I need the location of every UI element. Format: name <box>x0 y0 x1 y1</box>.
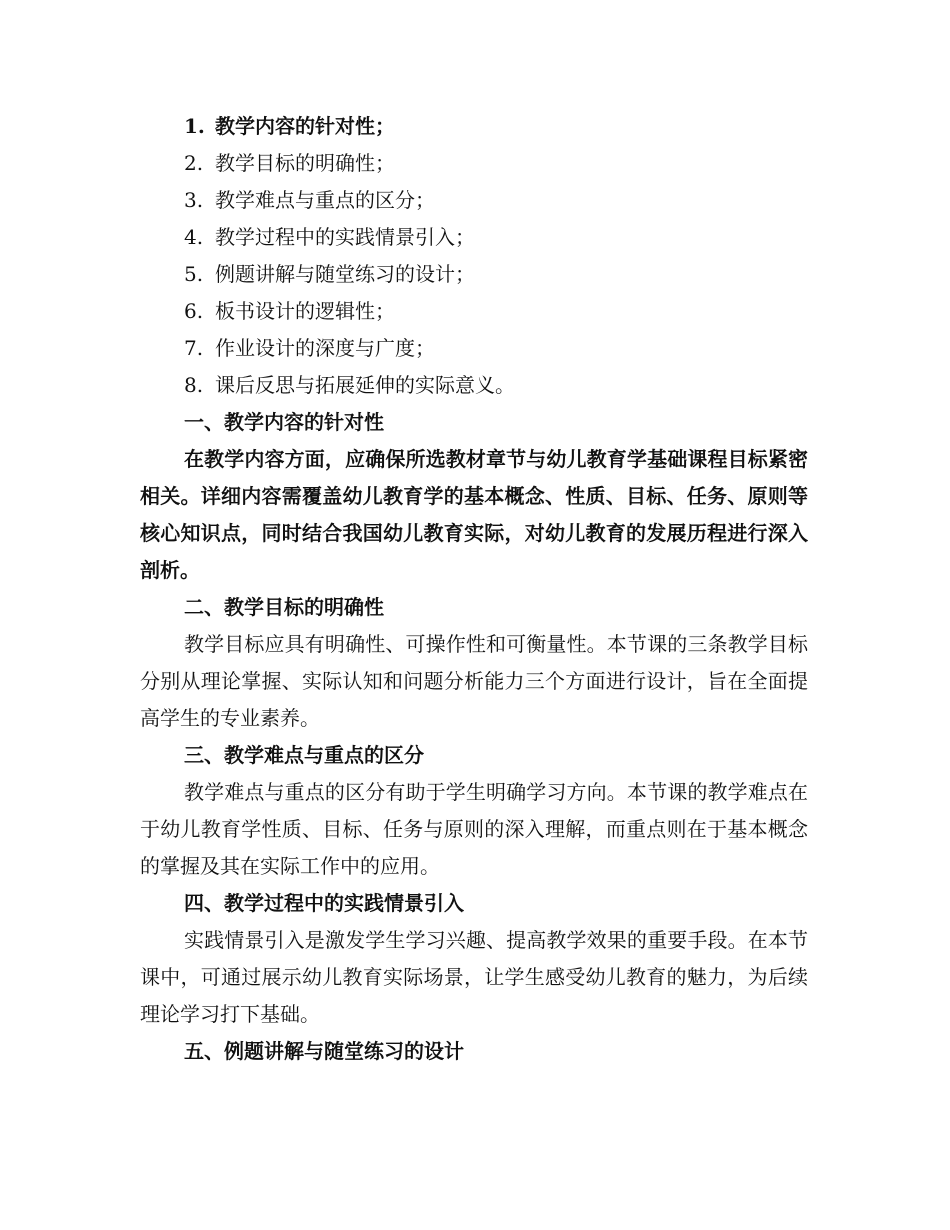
list-item-text: 教学过程中的实践情景引入； <box>215 225 475 249</box>
section-paragraph: 在教学内容方面，应确保所选教材章节与幼儿教育学基础课程目标紧密相关。详细内容需覆盖幼儿教育学的基本概念、性质、目标、任务、原则等核心知识点，同时结合我国幼儿教育实际，对幼儿教育的发展历程进行深入剖析。 <box>140 447 808 582</box>
list-item-text: 教学难点与重点的区分； <box>215 188 435 212</box>
list-item <box>140 182 808 219</box>
list-item-number: 7. <box>184 336 204 360</box>
list-item <box>140 330 808 367</box>
list-item <box>140 293 808 330</box>
list-item-text: 作业设计的深度与广度； <box>215 336 435 360</box>
list-item-text: 板书设计的逻辑性； <box>215 299 395 323</box>
list-item-text: 教学目标的明确性； <box>215 151 395 175</box>
list-item-text: 课后反思与拓展延伸的实际意义。 <box>215 373 515 397</box>
list-item-text: 例题讲解与随堂练习的设计； <box>215 262 475 286</box>
section-heading: 四、教学过程中的实践情景引入 <box>184 891 464 915</box>
list-item-number: 3. <box>184 188 204 212</box>
list-item <box>140 367 808 404</box>
list-item-number: 4. <box>184 225 204 249</box>
list-item <box>140 145 808 182</box>
list-item <box>140 108 808 145</box>
section-heading: 一、教学内容的针对性 <box>184 410 384 434</box>
list-item-number: 2. <box>184 151 204 175</box>
list-item <box>140 256 808 293</box>
list-item-number: 1. <box>184 114 205 138</box>
section-paragraph: 教学难点与重点的区分有助于学生明确学习方向。本节课的教学难点在于幼儿教育学性质、目标、任务与原则的深入理解，而重点则在于基本概念的掌握及其在实际工作中的应用。 <box>140 780 808 878</box>
section-heading: 三、教学难点与重点的区分 <box>184 743 424 767</box>
list-item-number: 8. <box>184 373 204 397</box>
section-heading: 五、例题讲解与随堂练习的设计 <box>184 1039 464 1063</box>
list-item-number: 5. <box>184 262 204 286</box>
section-paragraph: 教学目标应具有明确性、可操作性和可衡量性。本节课的三条教学目标分别从理论掌握、实际认知和问题分析能力三个方面进行设计，旨在全面提高学生的专业素养。 <box>140 632 808 730</box>
document-content <box>140 108 808 1070</box>
section-heading: 二、教学目标的明确性 <box>184 595 384 619</box>
section-paragraph: 实践情景引入是激发学生学习兴趣、提高教学效果的重要手段。在本节课中，可通过展示幼儿教育实际场景，让学生感受幼儿教育的魅力，为后续理论学习打下基础。 <box>140 928 808 1026</box>
list-item-text: 教学内容的针对性； <box>215 114 395 138</box>
list-item <box>140 219 808 256</box>
list-item-number: 6. <box>184 299 204 323</box>
